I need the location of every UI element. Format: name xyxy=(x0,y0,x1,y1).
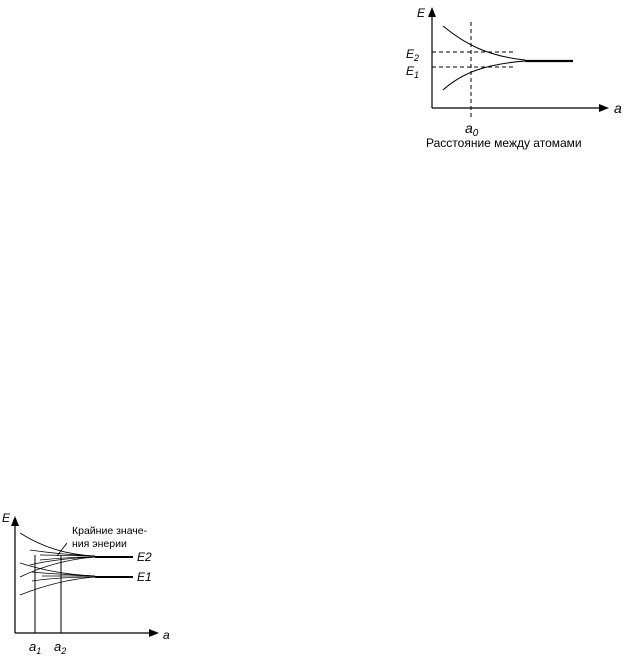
annotation-line-2: ния энерии xyxy=(72,538,127,550)
x-axis-label: a xyxy=(614,100,622,116)
distance-a2-label: $a_2$ xyxy=(54,639,67,656)
energy-splitting-diagram xyxy=(395,0,635,160)
lower-band-label: E1 xyxy=(137,570,152,584)
lower-band-curves xyxy=(20,563,95,595)
upper-energy-curve xyxy=(443,26,525,60)
y-axis-arrow xyxy=(428,7,436,17)
annotation-line-1: Крайние значе- xyxy=(72,525,148,537)
distance-caption: Расстояние между атомами xyxy=(426,136,582,150)
band-formation-diagram xyxy=(0,505,200,667)
x-axis-arrow xyxy=(599,104,609,112)
lower-level-label: $E_1$ xyxy=(406,64,420,80)
upper-level-label: $E_2$ xyxy=(406,47,420,63)
x-axis-label: a xyxy=(163,628,170,642)
lower-energy-curve xyxy=(443,61,525,90)
x-axis-arrow xyxy=(149,629,159,637)
distance-a1-label: $a_1$ xyxy=(29,639,42,656)
y-axis-label: E xyxy=(2,511,11,525)
equilibrium-distance-label: $a_0$ xyxy=(465,120,479,139)
y-axis-arrow xyxy=(11,516,19,526)
upper-band-label: E2 xyxy=(137,550,152,564)
y-axis-label: E xyxy=(417,6,426,20)
